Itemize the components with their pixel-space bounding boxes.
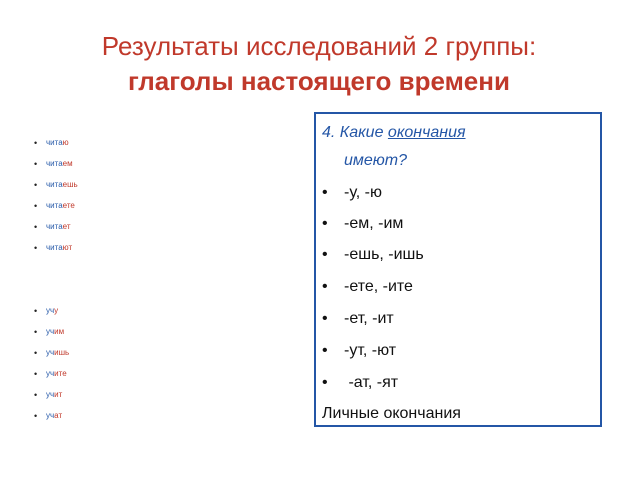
verb-form: читаете (46, 201, 75, 210)
verb-form: учите (46, 369, 67, 378)
question-line-2: имеют? (344, 152, 408, 169)
ending-row: • -ут, -ют (322, 342, 397, 359)
underlined-word: окончания (387, 124, 466, 141)
bullet-icon: • (322, 215, 328, 232)
bullet-icon: • (322, 246, 328, 263)
bullet-icon: • (34, 348, 38, 358)
ending-row: • -ем, -им (322, 215, 404, 232)
ending-row: • -ешь, -ишь (322, 246, 424, 263)
bullet-icon: • (34, 327, 38, 337)
bullet-icon: • (34, 243, 38, 253)
ending-row: • -ат, -ят (322, 374, 399, 391)
ending-row: • -ет, -ит (322, 310, 394, 327)
bullet-icon: • (322, 278, 328, 295)
verb-form: учу (46, 306, 59, 315)
bullet-icon: • (322, 184, 328, 201)
verb-form: учим (46, 327, 65, 336)
bullet-icon: • (34, 369, 38, 379)
box-footer: Личные окончания (322, 405, 461, 422)
bullet-icon: • (34, 159, 38, 169)
bullet-icon: • (322, 342, 328, 359)
verb-form: учит (46, 390, 63, 399)
bullet-icon: • (34, 180, 38, 190)
ending-row: • -ете, -ите (322, 278, 413, 295)
question-line-1: 4. Какие окончания (322, 124, 466, 141)
verb-form: читаю (46, 138, 69, 147)
ending-row: • -у, -ю (322, 184, 382, 201)
verb-form: читает (46, 222, 71, 231)
title-line-1: Результаты исследований 2 группы: (101, 31, 537, 61)
bullet-icon: • (34, 306, 38, 316)
verb-form: учишь (46, 348, 70, 357)
bullet-icon: • (34, 411, 38, 421)
title-line-2: глаголы настоящего времени (128, 66, 510, 96)
bullet-icon: • (34, 390, 38, 400)
verb-form: читаешь (46, 180, 78, 189)
bullet-icon: • (34, 201, 38, 211)
bullet-icon: • (34, 222, 38, 232)
verb-form: читаем (46, 159, 73, 168)
bullet-icon: • (322, 374, 328, 391)
verb-form: читают (46, 243, 73, 252)
endings-box (314, 112, 602, 427)
bullet-icon: • (34, 138, 38, 148)
bullet-icon: • (322, 310, 328, 327)
verb-form: учат (46, 411, 63, 420)
